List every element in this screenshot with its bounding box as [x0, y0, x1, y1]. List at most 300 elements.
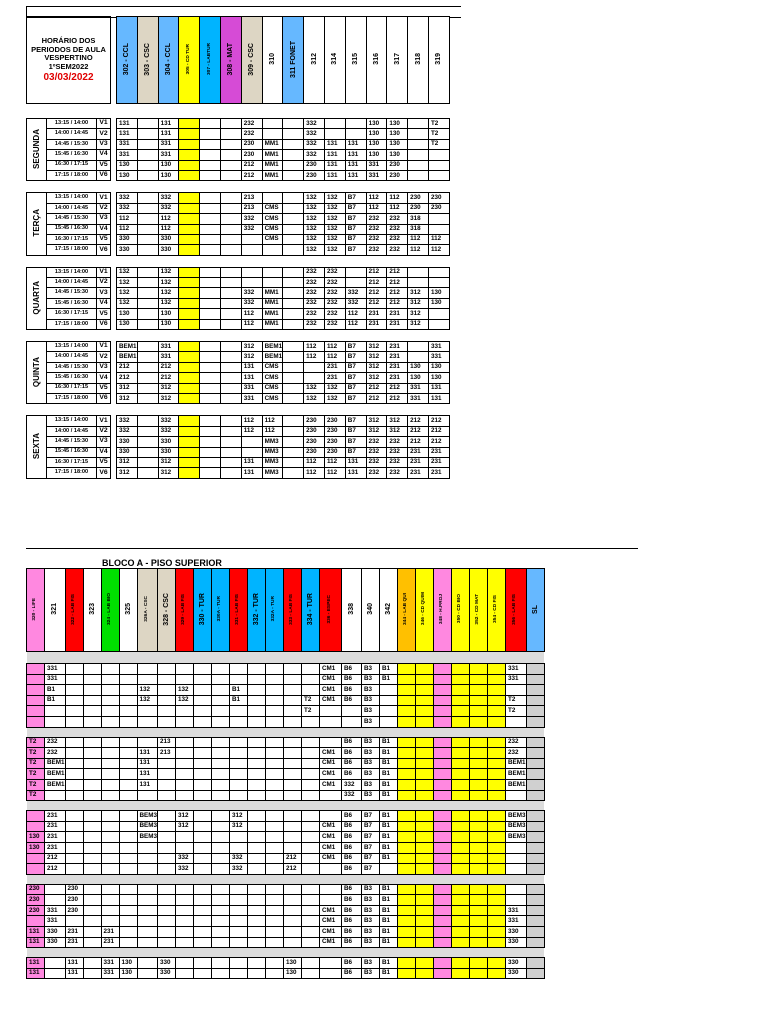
class-cell: 131 — [428, 393, 449, 403]
class-cell: CMS — [262, 362, 283, 372]
class-cell — [65, 737, 83, 748]
schedule-row — [27, 842, 545, 853]
class-cell — [230, 916, 248, 927]
class-cell — [526, 927, 544, 938]
class-cell — [200, 234, 221, 244]
class-cell: 231 — [324, 373, 345, 383]
schedule-row — [27, 468, 450, 478]
day-spacer — [27, 652, 545, 664]
class-cell — [176, 758, 194, 769]
class-cell — [266, 927, 284, 938]
class-cell — [434, 674, 452, 685]
class-cell — [158, 895, 176, 906]
class-cell — [158, 832, 176, 843]
class-cell — [119, 916, 137, 927]
class-cell: 331 — [506, 916, 527, 927]
class-cell: CM1 — [320, 758, 342, 769]
class-cell: 332 — [117, 416, 138, 426]
class-cell — [416, 685, 434, 696]
class-cell: B7 — [345, 437, 366, 447]
weekday-label: TERÇA — [27, 193, 47, 255]
class-cell — [283, 447, 304, 457]
class-cell: 212 — [387, 278, 408, 288]
class-cell — [526, 790, 544, 801]
class-cell — [137, 373, 158, 383]
class-cell — [230, 895, 248, 906]
period-code: V4 — [97, 150, 111, 160]
class-cell — [158, 695, 176, 706]
class-cell — [470, 790, 488, 801]
room-header-label: 336 - ESPEC — [327, 594, 333, 624]
class-cell — [137, 319, 158, 329]
class-cell — [320, 790, 342, 801]
class-cell — [488, 706, 506, 717]
class-cell: 312 — [176, 811, 194, 822]
class-cell — [324, 129, 345, 139]
class-cell — [283, 437, 304, 447]
class-cell — [284, 905, 302, 916]
class-cell: MM1 — [262, 309, 283, 319]
class-cell — [65, 769, 83, 780]
room-header-label: 308 - MAT — [227, 42, 235, 76]
class-cell: 130 — [428, 362, 449, 372]
class-cell — [262, 129, 283, 139]
class-cell — [137, 937, 158, 948]
class-cell — [416, 821, 434, 832]
class-cell — [137, 737, 158, 748]
class-cell — [137, 864, 158, 875]
class-cell — [220, 426, 241, 436]
room-header-label: 315 — [352, 53, 360, 65]
class-cell: B6 — [342, 853, 362, 864]
schedule-row — [27, 821, 545, 832]
class-cell — [398, 968, 416, 979]
class-cell — [248, 779, 266, 790]
class-cell — [101, 853, 119, 864]
class-cell: T2 — [27, 758, 45, 769]
class-cell: 130 — [428, 288, 449, 298]
class-cell: 331 — [241, 393, 262, 403]
class-cell — [137, 298, 158, 308]
class-cell — [179, 224, 200, 234]
class-cell — [470, 916, 488, 927]
schedule-row — [27, 234, 450, 244]
class-cell — [220, 170, 241, 180]
class-cell: B1 — [380, 821, 398, 832]
class-cell: 232 — [304, 267, 325, 277]
class-cell: 132 — [117, 267, 138, 277]
class-cell — [212, 737, 230, 748]
class-cell: CM1 — [320, 842, 342, 853]
room-header — [101, 569, 119, 652]
class-cell — [212, 811, 230, 822]
class-cell — [83, 832, 101, 843]
class-cell — [220, 278, 241, 288]
class-cell — [220, 373, 241, 383]
class-cell — [220, 160, 241, 170]
class-cell: 230 — [324, 416, 345, 426]
schedule-row — [27, 737, 545, 748]
class-cell — [158, 685, 176, 696]
room-header — [176, 569, 194, 652]
class-cell: 230 — [304, 447, 325, 457]
class-cell: B6 — [342, 832, 362, 843]
class-cell — [266, 916, 284, 927]
class-cell: 330 — [117, 234, 138, 244]
class-cell: 330 — [158, 958, 176, 969]
class-cell: CMS — [262, 214, 283, 224]
class-cell — [248, 927, 266, 938]
class-cell: 231 — [387, 319, 408, 329]
schedule-row — [27, 758, 545, 769]
room-header-label: 340 — [367, 603, 374, 615]
class-cell — [283, 214, 304, 224]
period-code: V1 — [97, 193, 111, 203]
class-cell — [452, 864, 470, 875]
class-cell: B7 — [362, 842, 380, 853]
class-cell: 132 — [137, 695, 158, 706]
class-cell — [398, 916, 416, 927]
class-cell — [65, 674, 83, 685]
class-cell: B3 — [362, 685, 380, 696]
class-cell — [283, 129, 304, 139]
schedule-row — [27, 342, 450, 352]
class-cell — [179, 447, 200, 457]
class-cell: B7 — [345, 362, 366, 372]
room-header-label: 350 - CD BIO — [457, 594, 463, 624]
class-cell: 132 — [304, 224, 325, 234]
period-time: 13:15 / 14:00 — [47, 119, 97, 129]
class-cell: 331 — [158, 150, 179, 160]
class-cell — [526, 895, 544, 906]
title-line: VESPERTINO — [44, 53, 93, 63]
class-cell: 312 — [387, 426, 408, 436]
class-cell — [283, 468, 304, 478]
class-cell — [179, 214, 200, 224]
class-cell: B1 — [380, 748, 398, 759]
class-cell — [416, 905, 434, 916]
class-cell — [380, 695, 398, 706]
room-header — [137, 569, 158, 652]
schedule-row — [27, 864, 545, 875]
period-time: 14:45 / 15:30 — [47, 214, 97, 224]
class-cell — [408, 170, 429, 180]
class-cell — [194, 769, 212, 780]
room-header-label: 352 - CD MAT — [475, 593, 481, 625]
class-cell — [230, 968, 248, 979]
class-cell: B7 — [345, 383, 366, 393]
class-cell — [248, 968, 266, 979]
class-cell — [266, 884, 284, 895]
class-cell — [434, 916, 452, 927]
class-cell: 330 — [506, 968, 527, 979]
period-code: V3 — [97, 362, 111, 372]
class-cell — [137, 309, 158, 319]
class-cell: 112 — [117, 214, 138, 224]
class-cell: 131 — [241, 468, 262, 478]
class-cell — [506, 716, 527, 727]
class-cell: B7 — [345, 426, 366, 436]
class-cell — [220, 193, 241, 203]
class-cell — [220, 362, 241, 372]
class-cell — [408, 342, 429, 352]
class-cell: 230 — [27, 884, 45, 895]
class-cell — [119, 927, 137, 938]
class-cell — [65, 821, 83, 832]
room-header-label: 330A - TUR — [217, 596, 223, 622]
class-cell: 312 — [158, 383, 179, 393]
class-cell: 132 — [117, 298, 138, 308]
class-cell — [200, 383, 221, 393]
class-cell: 131 — [65, 958, 83, 969]
class-cell: 212 — [158, 373, 179, 383]
class-cell — [398, 853, 416, 864]
class-cell — [470, 864, 488, 875]
class-cell — [488, 685, 506, 696]
class-cell: 331 — [117, 150, 138, 160]
class-cell — [488, 853, 506, 864]
class-cell — [27, 664, 45, 675]
schedule-row — [27, 245, 450, 255]
room-header-label: 334 - TUR — [307, 592, 314, 626]
class-cell: 232 — [324, 278, 345, 288]
class-cell: B1 — [380, 674, 398, 685]
class-cell — [284, 790, 302, 801]
class-cell — [83, 790, 101, 801]
class-cell — [220, 319, 241, 329]
class-cell — [248, 737, 266, 748]
class-cell — [526, 706, 544, 717]
class-cell: 112 — [262, 426, 283, 436]
room-header-label: 307 - LABTUR — [206, 43, 212, 75]
class-cell — [266, 695, 284, 706]
class-cell — [470, 758, 488, 769]
class-cell: B6 — [342, 937, 362, 948]
class-cell — [212, 864, 230, 875]
class-cell: B6 — [342, 842, 362, 853]
class-cell — [212, 842, 230, 853]
class-cell: 230 — [324, 447, 345, 457]
class-cell — [302, 821, 320, 832]
class-cell — [230, 958, 248, 969]
class-cell — [416, 968, 434, 979]
class-cell — [248, 674, 266, 685]
class-cell — [434, 790, 452, 801]
class-cell — [179, 150, 200, 160]
class-cell — [176, 748, 194, 759]
class-cell — [27, 695, 45, 706]
class-cell: CMS — [262, 373, 283, 383]
room-header — [117, 17, 138, 104]
period-time: 14:00 / 14:45 — [47, 352, 97, 362]
room-header — [200, 17, 221, 104]
class-cell — [176, 927, 194, 938]
class-cell: 331 — [366, 170, 387, 180]
class-cell — [101, 748, 119, 759]
class-cell — [434, 706, 452, 717]
class-cell: 312 — [408, 309, 429, 319]
class-cell: T2 — [428, 139, 449, 149]
class-cell — [83, 842, 101, 853]
class-cell — [83, 968, 101, 979]
class-cell — [284, 842, 302, 853]
class-cell — [27, 864, 45, 875]
class-cell — [220, 245, 241, 255]
class-cell — [398, 758, 416, 769]
class-cell — [137, 895, 158, 906]
class-cell — [230, 832, 248, 843]
class-cell — [119, 790, 137, 801]
room-header — [158, 569, 176, 652]
class-cell — [428, 160, 449, 170]
class-cell — [428, 150, 449, 160]
schedule-row — [27, 150, 450, 160]
class-cell: 232 — [387, 437, 408, 447]
class-cell — [434, 811, 452, 822]
class-cell: 131 — [324, 160, 345, 170]
class-cell — [283, 193, 304, 203]
class-cell: 332 — [241, 298, 262, 308]
class-cell — [194, 927, 212, 938]
class-cell: BEM3 — [137, 811, 158, 822]
class-cell — [158, 706, 176, 717]
class-cell — [452, 884, 470, 895]
class-cell — [158, 811, 176, 822]
class-cell: CM1 — [320, 916, 342, 927]
class-cell — [302, 895, 320, 906]
class-cell — [284, 769, 302, 780]
class-cell: MM3 — [262, 447, 283, 457]
class-cell: 131 — [324, 150, 345, 160]
class-cell: 212 — [387, 267, 408, 277]
period-code: V4 — [97, 224, 111, 234]
class-cell: B6 — [342, 695, 362, 706]
class-cell — [83, 927, 101, 938]
class-cell: 131 — [345, 170, 366, 180]
class-cell — [470, 695, 488, 706]
class-cell: B1 — [380, 895, 398, 906]
class-cell — [248, 790, 266, 801]
class-cell — [194, 790, 212, 801]
class-cell — [200, 170, 221, 180]
class-cell — [179, 457, 200, 467]
class-cell — [470, 716, 488, 727]
class-cell: 131 — [137, 769, 158, 780]
class-cell — [83, 916, 101, 927]
class-cell — [526, 685, 544, 696]
class-cell: B6 — [342, 927, 362, 938]
class-cell — [137, 203, 158, 213]
class-cell: 132 — [158, 267, 179, 277]
class-cell: CM1 — [320, 769, 342, 780]
class-cell — [220, 416, 241, 426]
class-cell — [220, 298, 241, 308]
period-time: 14:00 / 14:45 — [47, 129, 97, 139]
class-cell — [488, 769, 506, 780]
class-cell: 330 — [117, 245, 138, 255]
class-cell: 131 — [27, 968, 45, 979]
class-cell — [179, 203, 200, 213]
class-cell — [470, 685, 488, 696]
class-cell — [83, 884, 101, 895]
class-cell — [212, 884, 230, 895]
class-cell: 232 — [366, 234, 387, 244]
class-cell — [398, 937, 416, 948]
class-cell — [220, 203, 241, 213]
class-cell — [488, 937, 506, 948]
class-cell: 232 — [366, 245, 387, 255]
class-cell — [200, 298, 221, 308]
class-cell: 230 — [408, 203, 429, 213]
room-header — [362, 569, 380, 652]
class-cell — [262, 245, 283, 255]
room-header-label: 311 FONET — [289, 40, 297, 78]
class-cell — [526, 811, 544, 822]
class-cell: 130 — [408, 362, 429, 372]
room-header-label: 332A - TUR — [271, 596, 277, 622]
class-cell: 131 — [117, 129, 138, 139]
class-cell: B1 — [380, 958, 398, 969]
class-cell — [241, 267, 262, 277]
class-cell — [408, 352, 429, 362]
room-header — [179, 17, 200, 104]
class-cell — [200, 373, 221, 383]
schedule-row — [27, 769, 545, 780]
class-cell — [137, 426, 158, 436]
class-cell — [248, 769, 266, 780]
class-cell — [398, 695, 416, 706]
class-cell — [27, 706, 45, 717]
class-cell — [470, 664, 488, 675]
room-header — [65, 569, 83, 652]
class-cell — [302, 927, 320, 938]
class-cell — [220, 309, 241, 319]
class-cell — [158, 853, 176, 864]
class-cell: 131 — [241, 457, 262, 467]
class-cell — [200, 267, 221, 277]
class-cell — [283, 288, 304, 298]
class-cell: 230 — [324, 437, 345, 447]
class-cell — [27, 716, 45, 727]
class-cell — [158, 905, 176, 916]
class-cell — [470, 937, 488, 948]
class-cell — [408, 129, 429, 139]
class-cell — [137, 234, 158, 244]
class-cell — [65, 779, 83, 790]
class-cell — [416, 937, 434, 948]
class-cell: 231 — [387, 352, 408, 362]
class-cell — [416, 695, 434, 706]
class-cell: 232 — [366, 468, 387, 478]
class-cell — [230, 758, 248, 769]
class-cell — [179, 383, 200, 393]
class-cell — [137, 706, 158, 717]
class-cell: 332 — [117, 193, 138, 203]
class-cell: 332 — [241, 288, 262, 298]
class-cell — [65, 832, 83, 843]
schedule-title-box — [27, 17, 111, 104]
class-cell: 212 — [45, 853, 66, 864]
class-cell — [176, 664, 194, 675]
class-cell — [137, 214, 158, 224]
class-cell — [65, 790, 83, 801]
class-cell: 332 — [117, 426, 138, 436]
class-cell: 130 — [284, 968, 302, 979]
class-cell — [101, 758, 119, 769]
class-cell — [212, 916, 230, 927]
class-cell — [324, 119, 345, 129]
class-cell: 212 — [241, 160, 262, 170]
